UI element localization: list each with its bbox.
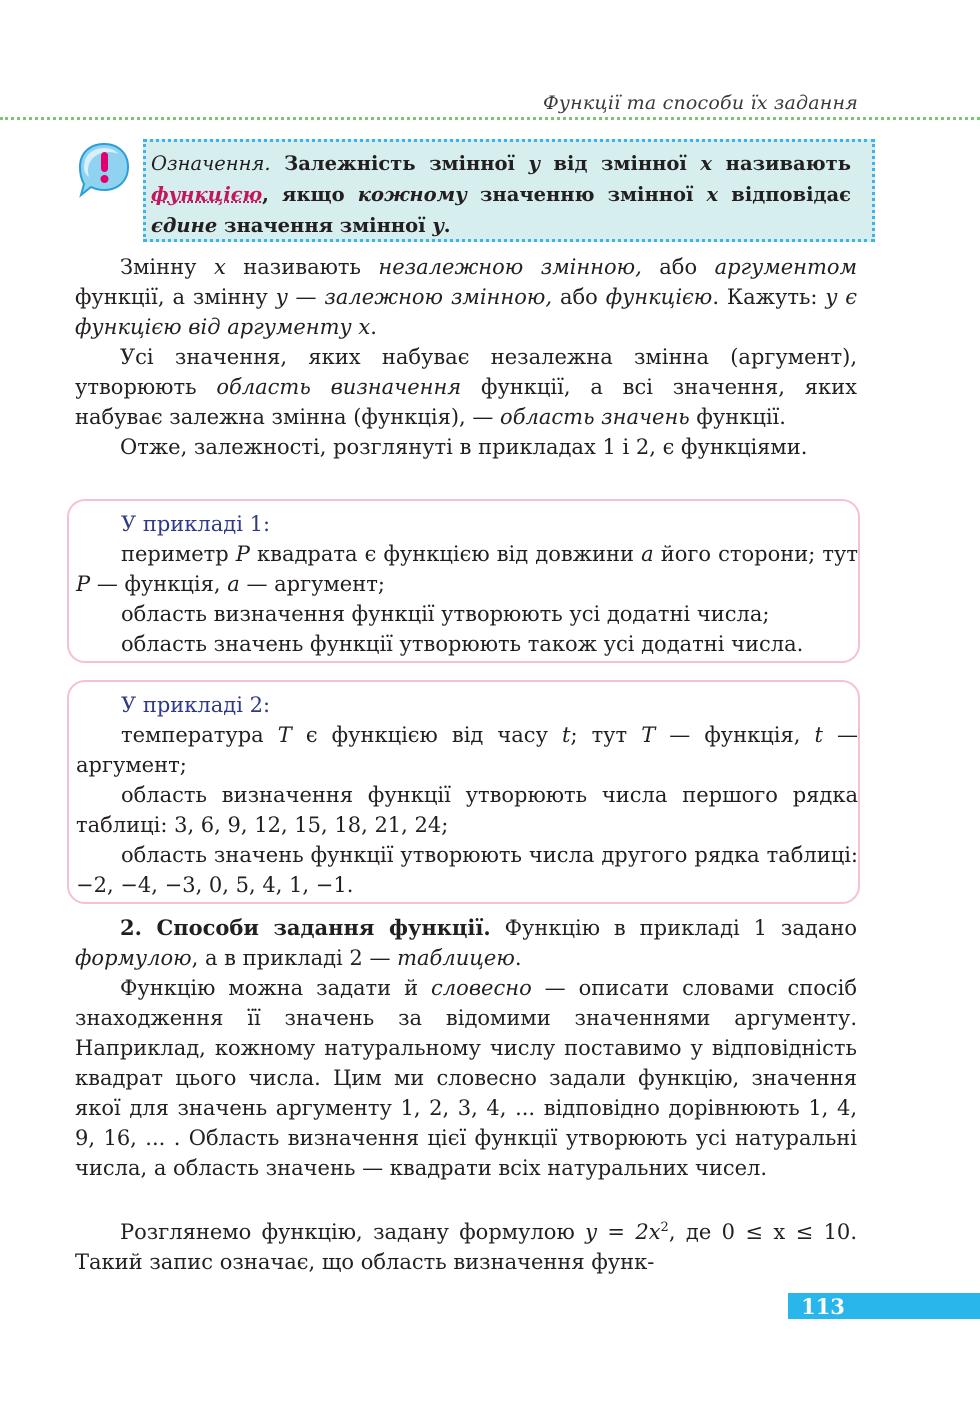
text-run: квадрата є функцією від довжини — [249, 542, 642, 566]
text-run: температура — [121, 723, 278, 747]
var-y: y — [528, 152, 540, 175]
definition-lead: Означення. — [151, 152, 271, 175]
text-run: Залежність змінної — [270, 152, 529, 175]
example-1-line: область значень функції утворюють також усі додатні числа. — [121, 632, 804, 656]
text-run: . Такий запис означає, що область визначення функ- — [75, 1220, 857, 1274]
section-heading: 2. Способи задання функції. — [120, 915, 491, 940]
var-P: P — [76, 572, 91, 596]
example-2-title — [76, 690, 858, 720]
formula-exponent: 2 — [660, 1220, 669, 1235]
definition-text — [151, 148, 851, 241]
text-run: — функція, — [655, 723, 815, 747]
var-y: y — [432, 214, 444, 237]
example-2-line: область значень функції утворюють числа другого рядка таблиці: −2, −4, −3, 0, 5, 4, 1, −1. — [76, 843, 858, 897]
section-2-paragraph — [75, 913, 857, 973]
text-run: , де — [668, 1220, 722, 1244]
text-run: . Кажуть: — [712, 285, 826, 309]
text-run: . — [514, 946, 522, 970]
emphasis: кожному — [357, 183, 467, 206]
text-run: , якщо — [262, 183, 358, 206]
example-2-box — [67, 680, 860, 904]
text-run: функції. — [689, 405, 786, 429]
term-independent: незалежною змінною, — [378, 255, 642, 279]
example-title: У прикладі 1: — [121, 512, 271, 536]
var-a: a — [641, 542, 654, 566]
example-1-line: область визначення функції утворюють усі додатні числа; — [121, 602, 770, 626]
text-run: від змінної — [539, 152, 701, 175]
text-run: — функція, — [90, 572, 228, 596]
var-T: T — [277, 723, 292, 747]
var-x: x — [706, 183, 719, 206]
page-number: 113 — [801, 1294, 845, 1319]
text-run: значенню змінної — [466, 183, 707, 206]
text-run: Розглянемо функцію, задану формулою — [120, 1220, 586, 1244]
emphasis: єдине — [151, 214, 218, 237]
text-run: Функцію в прикладі 1 задано — [490, 916, 857, 940]
exclamation-bubble-icon — [74, 139, 132, 199]
paragraph-domain-range — [75, 342, 857, 432]
var-t: t — [814, 723, 823, 747]
var-T: T — [641, 723, 656, 747]
term-argument: аргументом — [714, 255, 857, 279]
text-run: або — [641, 255, 715, 279]
text-run: називають — [225, 255, 379, 279]
inequality: 0 ≤ x ≤ 10 — [721, 1220, 851, 1244]
paragraph-verbal — [75, 973, 857, 1183]
term-verbal: словесно — [431, 976, 532, 1000]
text-run: Змінну — [120, 255, 214, 279]
paragraph-variables — [75, 252, 857, 342]
example-1-title — [76, 509, 858, 539]
paragraph-formula-example — [75, 1213, 857, 1277]
text-run: або — [552, 285, 606, 309]
text-run: . — [443, 214, 451, 237]
header-divider — [0, 117, 980, 120]
text-run: його сторони; тут — [653, 542, 858, 566]
term-dependent: залежною змінною, — [324, 285, 553, 309]
var-x: x — [700, 152, 713, 175]
definition-term: функцією — [151, 183, 263, 206]
definition-box — [143, 139, 875, 242]
text-run: . — [370, 315, 377, 339]
term-function: функцією — [605, 285, 713, 309]
text-run: Усі значення, яких набуває незалежна змінна (аргумент), утворюють — [75, 345, 857, 399]
text-run: є функцією від часу — [291, 723, 562, 747]
text-run: периметр — [121, 542, 236, 566]
var-P: P — [235, 542, 250, 566]
paragraph-conclusion: Отже, залежності, розглянуті в прикладах 1 і 2, є функціями. — [120, 435, 808, 459]
text-run: значення змінної — [217, 214, 433, 237]
term-domain: область визначення — [216, 375, 462, 399]
example-2-line: область визначення функції утворюють числа першого рядка таблиці: 3, 6, 9, 12, 15, 18, 21, 24; — [76, 783, 858, 837]
example-title: У прикладі 2: — [121, 693, 271, 717]
text-run: відповідає — [718, 183, 851, 206]
var-a: a — [227, 572, 240, 596]
text-run: функції, а всі значення, яких набуває залежна змінна (функція), — — [75, 375, 857, 429]
example-1-box — [67, 499, 860, 663]
text-run: Функцію можна задати й — [120, 976, 432, 1000]
text-run: функції, а змінну — [75, 285, 276, 309]
page-number-bar — [788, 1293, 980, 1319]
term-range: область значень — [500, 405, 690, 429]
text-run: — аргумент; — [76, 723, 858, 777]
term-formula: формулою — [75, 946, 192, 970]
saying: y є функцією від аргументу x — [75, 285, 857, 339]
text-run: ; тут — [570, 723, 642, 747]
var-y: y — [275, 285, 288, 309]
text-run: — — [287, 285, 325, 309]
term-table: таблицею — [397, 946, 515, 970]
var-x: x — [213, 255, 226, 279]
var-t: t — [561, 723, 571, 747]
text-run: називають — [712, 152, 851, 175]
text-run: — описати словами спосіб знаходження її значень за відомими значеннями аргументу. Наприклад, кожному натуральному числу поставимо у відповідність квадрат цього числа. Цим ми словесно задали функцію, значення якої для значень аргументу 1, 2, 3, 4, ... відповідно дорівнюють 1, 4, 9, 16, ... . Область визначення цієї функції утворюють усі натуральні числа, а область значень — квадрати всіх натуральних чисел. — [75, 976, 857, 1180]
example-2-line — [76, 720, 858, 780]
example-1-line — [76, 539, 858, 599]
text-run: — аргумент; — [239, 572, 385, 596]
text-run: , а в прикладі 2 — — [191, 946, 398, 970]
formula: y = 2x — [585, 1220, 661, 1244]
running-head: Функції та способи їх задання — [542, 92, 858, 114]
